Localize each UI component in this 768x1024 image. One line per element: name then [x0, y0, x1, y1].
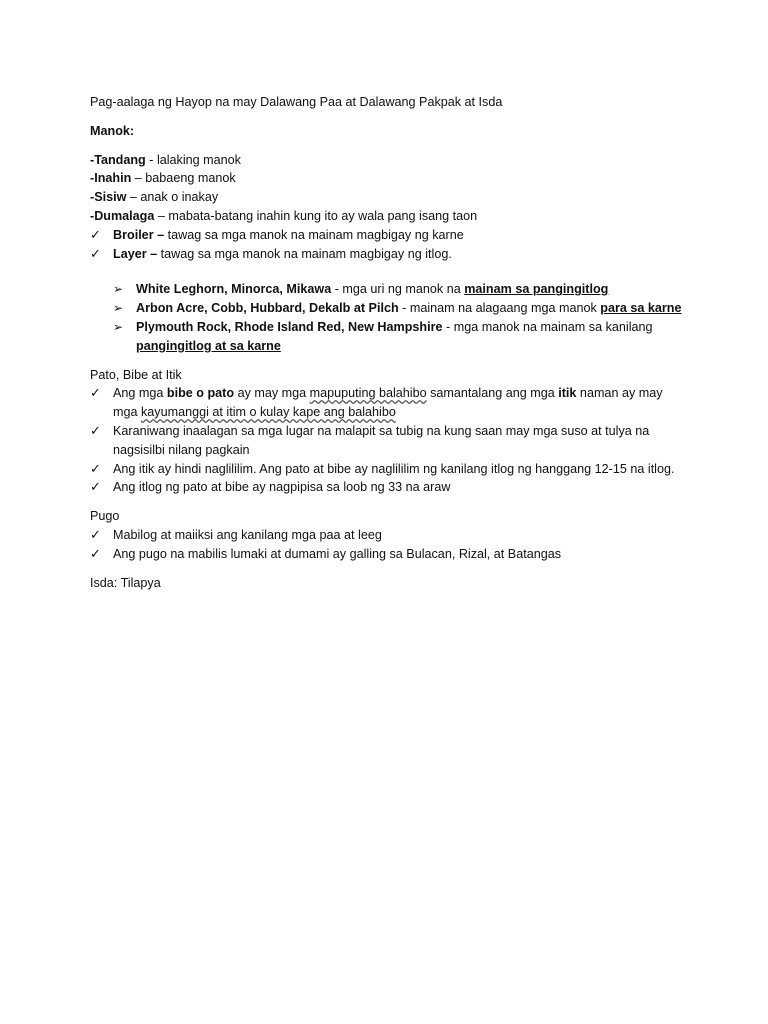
- document-title: Pag-aalaga ng Hayop na may Dalawang Paa at Dalawang Pakpak at Isda: [90, 95, 503, 109]
- list-item: ✓ Ang itlog ng pato at bibe ay nagpipisa sa loob ng 33 na araw: [90, 478, 690, 497]
- list-item: ✓ Mabilog at maiiksi ang kanilang mga paa at leeg: [90, 526, 690, 545]
- pugo-list: [90, 526, 690, 564]
- list-item: ✓ Layer – tawag sa mga manok na mainam magbigay ng itlog.: [90, 245, 690, 264]
- breed-list: [113, 280, 690, 355]
- check-icon: ✓: [90, 422, 101, 438]
- check-icon: ✓: [90, 545, 101, 561]
- arrow-bullet-icon: ➢: [113, 319, 124, 334]
- check-icon: ✓: [90, 460, 101, 476]
- list-item: ✓ Karaniwang inaalagan sa mga lugar na malapit sa tubig na kung saan may mga suso at tulya na nagsisilbi nilang pagkain: [90, 422, 650, 457]
- list-item: ✓ Ang mga bibe o pato ay may mga mapuputing balahibo samantalang ang mga itik naman ay may mga kayumanggi at itim o kulay kape ang balahibo: [90, 385, 663, 420]
- pugo-heading: Pugo: [90, 509, 120, 524]
- term-line: -Tandang - lalaking manok: [90, 152, 241, 167]
- check-icon: ✓: [90, 479, 101, 495]
- manok-type-list: [90, 226, 690, 264]
- arrow-bullet-icon: ➢: [113, 282, 124, 297]
- term-line: -Sisiw – anak o inakay: [90, 190, 219, 205]
- pato-list: [90, 384, 690, 497]
- isda-heading: Isda: Tilapya: [90, 575, 161, 590]
- list-item: ✓ Ang pugo na mabilis lumaki at dumami ay galling sa Bulacan, Rizal, at Batangas: [90, 545, 690, 564]
- manok-terms: [90, 151, 690, 226]
- arrow-bullet-icon: ➢: [113, 301, 124, 316]
- check-icon: ✓: [90, 245, 101, 261]
- check-icon: ✓: [90, 385, 101, 401]
- list-item: ➢ White Leghorn, Minorca, Mikawa - mga uri ng manok na mainam sa pangingitlog: [113, 280, 690, 299]
- term-line: -Dumalaga – mabata-batang inahin kung ito ay wala pang isang taon: [90, 208, 478, 223]
- check-icon: ✓: [90, 526, 101, 542]
- list-item: ✓ Broiler – tawag sa mga manok na mainam magbigay ng karne: [90, 226, 690, 245]
- manok-heading: Manok:: [90, 123, 135, 138]
- list-item: ➢ Plymouth Rock, Rhode Island Red, New Hampshire - mga manok na mainam sa kanilang pangingitlog at sa karne: [113, 319, 653, 353]
- list-item: ✓ Ang itik ay hindi naglililim. Ang pato at bibe ay naglililim ng kanilang itlog ng hanggang 12-15 na itlog.: [90, 460, 690, 479]
- term-line: -Inahin – babaeng manok: [90, 171, 236, 186]
- list-item: ➢ Arbon Acre, Cobb, Hubbard, Dekalb at Pilch - mainam na alagaang mga manok para sa karne: [113, 299, 690, 318]
- check-icon: ✓: [90, 226, 101, 242]
- pato-heading: Pato, Bibe at Itik: [90, 367, 182, 382]
- document-page: [90, 93, 690, 592]
